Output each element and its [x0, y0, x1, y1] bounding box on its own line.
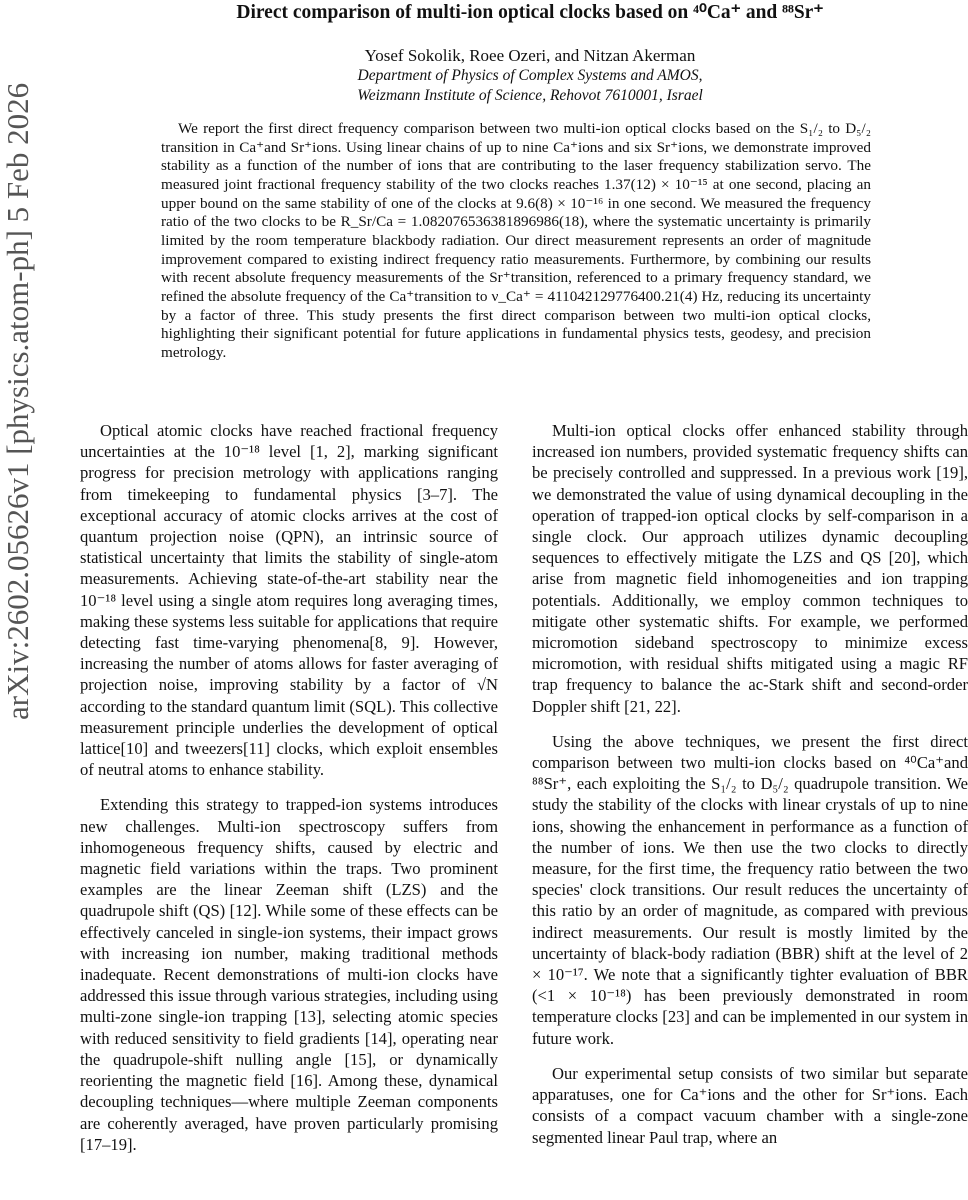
- arxiv-sidebar-stamp: arXiv:2602.05626v1 [physics.atom-ph] 5 Feb 2026: [0, 82, 35, 720]
- body-paragraph: Our experimental setup consists of two similar but separate apparatuses, one for Ca⁺ions and the other for Sr⁺ions. Each consists of a compact vacuum chamber with a single-zone segmented linear Paul trap, where an: [532, 1063, 968, 1147]
- affiliation-line-2: Weizmann Institute of Science, Rehovot 7610001, Israel: [357, 87, 703, 104]
- author-list: Yosef Sokolik, Roee Ozeri, and Nitzan Akerman: [364, 46, 696, 65]
- right-column: [532, 420, 968, 1162]
- body-paragraph: Using the above techniques, we present the first direct comparison between two multi-ion clocks based on ⁴⁰Ca⁺and ⁸⁸Sr⁺, each exploiting the S₁/₂ to D₅/₂ quadrupole transition. We study the stability of the clocks with linear crystals of up to nine ions, showing the enhancement in performance as a function of the number of ions. We then use the two clocks to directly measure, for the first time, the frequency ratio between the two species' clock transitions. Our result reduces the uncertainty of this ratio by an order of magnitude, as compared with previous indirect measurements. Our result is mostly limited by the uncertainty of black-body radiation (BBR) shift at the level of 2 × 10⁻¹⁷. We note that a significantly tighter evaluation of BBR (<1 × 10⁻¹⁸) has been previously demonstrated in room temperature clocks [23] and can be implemented in our system in future work.: [532, 731, 968, 1048]
- body-paragraph: Multi-ion optical clocks offer enhanced stability through increased ion numbers, provided systematic frequency shifts can be precisely controlled and suppressed. In a previous work [19], we demonstrated the value of using dynamical decoupling in the operation of trapped-ion optical clocks by self-comparison in a single clock. Our approach utilizes dynamic decoupling sequences to effectively mitigate the LZS and QS [20], which arise from magnetic field inhomogeneities and ion trapping potentials. Additionally, we employ common techniques to mitigate other systematic shifts. For example, we performed micromotion sideband spectroscopy to minimize excess micromotion, with residual shifts mitigated using a magic RF trap frequency to balance the ac-Stark shift and second-order Doppler shift [21, 22].: [532, 421, 968, 716]
- paper-title: Direct comparison of multi-ion optical clocks based on ⁴⁰Ca⁺ and ⁸⁸Sr⁺: [236, 2, 824, 23]
- body-paragraph: Extending this strategy to trapped-ion systems introduces new challenges. Multi-ion spectroscopy suffers from inhomogeneous frequency shifts, caused by electric and magnetic field variations within the traps. Two prominent examples are the linear Zeeman shift (LZS) and the quadrupole shift (QS) [12]. While some of these effects can be effectively canceled in single-ion systems, their impact grows with increasing ion number, making traditional methods inadequate. Recent demonstrations of multi-ion clocks have addressed this issue through various strategies, including using multi-zone single-ion trapping [13], selecting atomic species with reduced sensitivity to field gradients [14], operating near the quadrupole-shift nulling angle [15], or dynamically reorienting the magnetic field [16]. Among these, dynamical decoupling techniques—where multiple Zeeman components are coherently averaged, have proven particularly promising [17–19].: [80, 795, 498, 1154]
- body-paragraph: Optical atomic clocks have reached fractional frequency uncertainties at the 10⁻¹⁸ level [1, 2], marking significant progress for precision metrology with applications ranging from timekeeping to fundamental physics [3–7]. The exceptional accuracy of atomic clocks arrives at the cost of quantum projection noise (QPN), an intrinsic source of statistical uncertainty that limits the stability of single-atom measurements. Achieving state-of-the-art stability near the 10⁻¹⁸ level using a single atom requires long averaging times, making these systems less suitable for applications that require detecting fast time-varying phenomena[8, 9]. However, increasing the number of atoms allows for faster averaging of projection noise, improving stability by a factor of √N according to the standard quantum limit (SQL). This collective measurement principle underlies the development of optical lattice[10] and tweezers[11] clocks, which exploit ensembles of neutral atoms to enhance stability.: [80, 421, 498, 780]
- affiliation-line-1: Department of Physics of Complex Systems and AMOS,: [357, 67, 703, 84]
- abstract: We report the first direct frequency comparison between two multi-ion optical clocks based on the S₁/₂ to D₅/₂ transition in Ca⁺and Sr⁺ions. Using linear chains of up to nine Ca⁺ions and six Sr⁺ions, we demonstrate improved stability as a function of the number of ions that are contributing to the laser frequency stabilization servo. The measured joint fractional frequency stability of the two clocks reaches 1.37(12) × 10⁻¹⁵ at one second, placing an upper bound on the same stability of one of the clocks at 9.6(8) × 10⁻¹⁶ in one second. We measured the frequency ratio of the two clocks to be R_Sr/Ca = 1.082076536381896986(18), where the systematic uncertainty is primarily limited by the room temperature blackbody radiation. Our direct measurement represents an order of magnitude improvement compared to existing indirect frequency ratio measurements. Furthermore, by combining our results with recent absolute frequency measurements of the Sr⁺transition, referenced to a primary frequency standard, we refined the absolute frequency of the Ca⁺transition to ν_Ca⁺ = 411042129776400.21(4) Hz, reducing its uncertainty by a factor of three. This study presents the first direct comparison between two multi-ion optical clocks, highlighting their significant potential for future applications in fundamental physics tests, geodesy, and precision metrology.: [161, 120, 871, 361]
- left-column: [80, 420, 498, 1169]
